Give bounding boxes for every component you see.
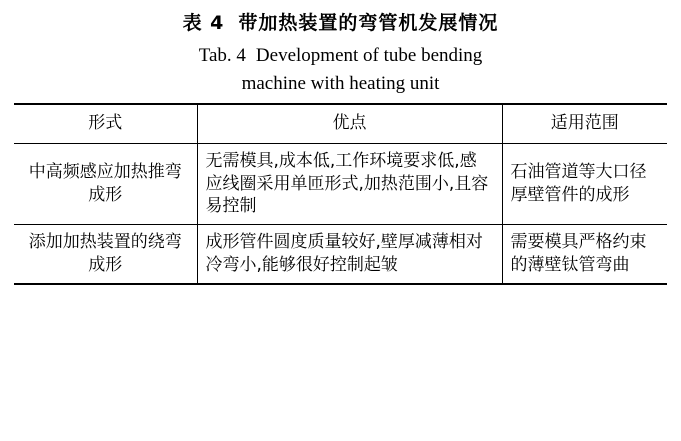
table-row	[14, 143, 667, 224]
column-header-scope: 适用范围	[502, 104, 667, 143]
cell-form: 中高频感应加热推弯成形	[14, 143, 197, 224]
caption-title-cn: 带加热装置的弯管机发展情况	[238, 12, 499, 34]
caption-table-number-cn: 表 4	[182, 12, 225, 34]
column-header-advantage: 优点	[197, 104, 502, 143]
cell-advantage: 成形管件圆度质量较好,壁厚减薄相对冷弯小,能够很好控制起皱	[197, 225, 502, 284]
caption-table-number-en: Tab. 4	[198, 45, 246, 66]
table-row	[14, 225, 667, 284]
caption-title-en-1: Development of tube bending	[255, 45, 483, 66]
table-header-row	[14, 104, 667, 143]
caption-title-en-2: machine with heating unit	[241, 72, 440, 94]
cell-form: 添加加热装置的绕弯成形	[14, 225, 197, 284]
column-header-form: 形式	[14, 104, 197, 143]
caption-chinese	[14, 8, 667, 35]
cell-scope: 需要模具严格约束的薄壁钛管弯曲	[502, 225, 667, 284]
caption-english-line2	[14, 70, 667, 98]
document-page	[0, 8, 681, 441]
caption-english-line1	[14, 42, 667, 70]
cell-advantage: 无需模具,成本低,工作环境要求低,感应线圈采用单匝形式,加热范围小,且容易控制	[197, 143, 502, 224]
data-table	[14, 103, 667, 285]
cell-scope: 石油管道等大口径厚壁管件的成形	[502, 143, 667, 224]
table-caption	[14, 8, 667, 97]
